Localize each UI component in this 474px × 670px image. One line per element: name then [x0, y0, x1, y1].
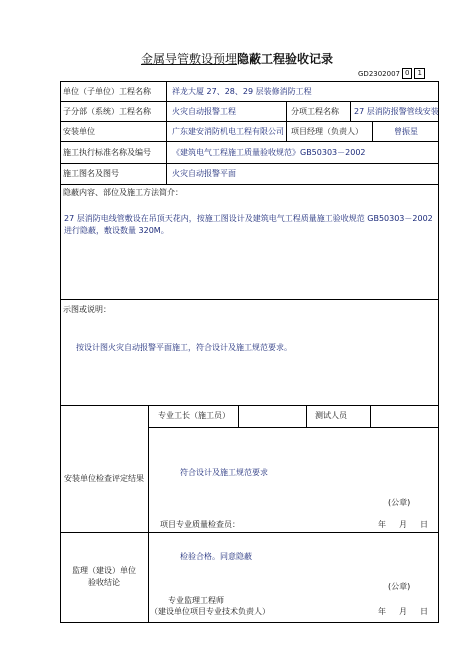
form-code-box-2: 1: [414, 68, 424, 79]
supervision-month: 月: [399, 607, 407, 616]
foreman-label: 专业工长（施工员）: [158, 411, 230, 420]
install-month: 月: [399, 520, 407, 529]
install-check-label: 安装单位检查评定结果: [64, 474, 144, 483]
row-divider: [60, 532, 439, 533]
title-underlined: 金属导管敷设预埋: [140, 52, 237, 66]
form-code-prefix: GD2302007: [358, 69, 400, 78]
hidden-work-description: 27 层消防电线管敷设在吊顶天花内，按施工图设计及建筑电气工程质量施工验收规范 GB50303－2002进行隐蔽，敷设数量 320M。: [64, 214, 433, 235]
standard-value: 《建筑电气工程施工质量验收规范》GB50303－2002: [172, 148, 366, 157]
item-value: 27 层消防报警管线安装: [354, 107, 439, 116]
install-day: 日: [420, 520, 428, 529]
owner-rep-label: （建设单位项目专业技术负责人）: [150, 607, 270, 616]
quality-inspector-label: 项目专业质量检查员：: [160, 520, 240, 529]
form-code: [358, 68, 425, 79]
supervision-result: 检验合格。同意隐蔽: [180, 552, 252, 561]
column-divider: [372, 121, 373, 141]
manager-value: 曾振星: [394, 127, 418, 136]
install-seal: (公章): [388, 498, 411, 507]
supervision-day: 日: [420, 607, 428, 616]
item-label: 分项工程名称: [291, 107, 339, 116]
subpart-label: 子分部（系统）工程名称: [63, 107, 151, 116]
row-divider: [60, 184, 439, 185]
table-border-bottom: [60, 622, 439, 623]
standard-label: 施工执行标准名称及编号: [63, 148, 151, 157]
drawing-label: 施工图名及图号: [63, 169, 119, 178]
column-divider: [148, 405, 149, 622]
supervision-seal: (公章): [388, 582, 411, 591]
title-bold: 隐蔽工程验收记录: [237, 52, 334, 66]
install-check-result: 符合设计及施工规范要求: [180, 468, 268, 477]
form-title: [0, 50, 474, 67]
supervision-label-2: 验收结论: [88, 578, 120, 587]
drawing-value: 火灾自动报警平面: [172, 169, 236, 178]
unit-label: 单位（子单位）工程名称: [63, 87, 151, 96]
diagram-description: 按设计图火灾自动报警平面施工，符合设计及施工规范要求。: [76, 343, 292, 352]
unit-value: 祥龙大厦 27、28、29 层装修消防工程: [172, 87, 312, 96]
table-border-left: [60, 81, 61, 623]
row-divider: [148, 427, 439, 428]
row-divider: [60, 121, 439, 122]
tester-label: 测试人员: [315, 411, 347, 420]
subpart-value: 火灾自动报警工程: [172, 107, 236, 116]
supervision-year: 年: [378, 607, 386, 616]
row-divider: [60, 299, 439, 300]
row-divider: [60, 405, 439, 406]
column-divider: [286, 121, 287, 141]
install-unit-label: 安装单位: [63, 127, 95, 136]
form-code-box-1: 0: [402, 68, 412, 79]
row-divider: [60, 101, 439, 102]
column-divider: [166, 81, 167, 184]
diagram-label: 示图或说明：: [63, 305, 111, 314]
hidden-work-label: 隐蔽内容、部位及施工方法简介：: [63, 188, 183, 197]
row-divider: [60, 141, 439, 142]
supervising-engineer-label: 专业监理工程师: [168, 596, 224, 605]
column-divider: [350, 101, 351, 121]
supervision-label-1: 监理（建设）单位: [72, 566, 136, 575]
row-divider: [60, 163, 439, 164]
column-divider: [306, 405, 307, 427]
table-border-right: [438, 81, 439, 623]
install-unit-value: 广东建安消防机电工程有限公司: [172, 127, 284, 136]
manager-label: 项目经理（负责人）: [291, 127, 363, 136]
column-divider: [238, 405, 239, 427]
column-divider: [286, 101, 287, 121]
install-year: 年: [378, 520, 386, 529]
table-border-top: [60, 81, 439, 82]
column-divider: [370, 405, 371, 427]
